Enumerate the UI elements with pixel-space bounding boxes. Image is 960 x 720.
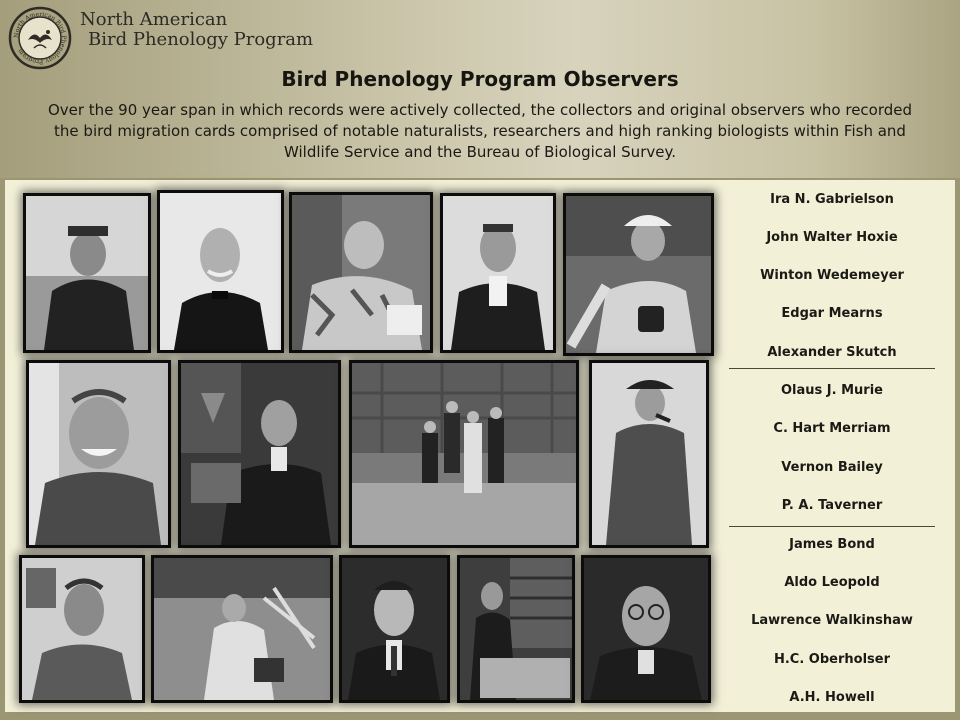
seal-ring-text: North American Bird Phenology Program [12,10,68,66]
observer-name: Vernon Bailey [781,460,883,475]
observer-name: Edgar Mearns [781,306,883,321]
portrait-photo [26,196,148,350]
observer-name: James Bond [789,537,875,552]
observer-name: H.C. Oberholser [773,652,891,667]
group-divider [729,368,935,369]
portrait-photo [181,363,338,545]
observer-name: Aldo Leopold [784,575,880,590]
observer-name: Ira N. Gabrielson [770,192,894,207]
wordmark-line-1: North American [80,9,228,30]
portrait-photo [443,196,553,350]
observer-name: Lawrence Walkinshaw [751,613,913,628]
portrait-photo [342,558,447,700]
portrait-photo [22,558,142,700]
observer-name: P. A. Taverner [781,498,883,513]
portrait-photo [566,196,711,353]
portrait-photo [160,193,281,350]
group-divider [729,526,935,527]
field-photo [154,558,330,700]
observer-name: A.H. Howell [789,690,875,705]
observer-name: Winton Wedemeyer [760,268,904,283]
portrait-photo [29,363,168,545]
museum-photo [460,558,572,700]
portrait-photo [292,195,430,350]
observer-name: Alexander Skutch [767,345,897,360]
portrait-photo [592,363,706,545]
header [0,0,960,178]
observer-name: Olaus J. Murie [781,383,883,398]
observer-name: John Walter Hoxie [766,230,898,245]
group-photo [352,363,576,545]
program-wordmark [80,10,313,50]
program-seal-logo [8,6,72,70]
page-title: Bird Phenology Program Observers [281,67,679,91]
observer-name: C. Hart Merriam [773,421,891,436]
page-description: Over the 90 year span in which records were actively collected, the collectors and original observers who recorded the bird migration cards comprised of notable naturalists, researchers and high ranking biologists within Fish and Wildlife Service and the Bureau of Biological Survey. [47,101,913,161]
wordmark-line-2: Bird Phenology Program [88,29,314,50]
portrait-photo [584,558,708,700]
